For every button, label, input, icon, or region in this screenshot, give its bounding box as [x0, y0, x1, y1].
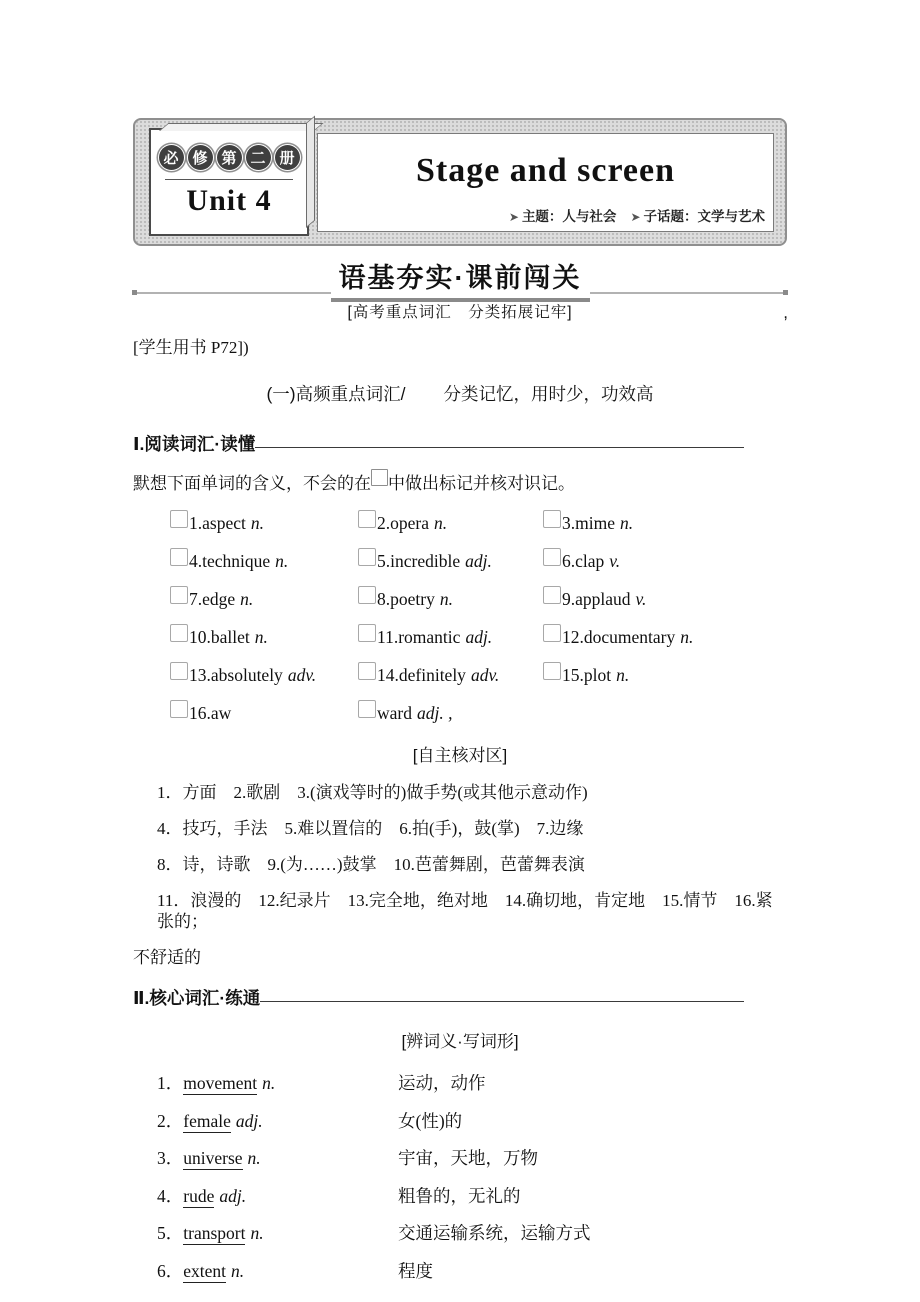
title-underline: [260, 1001, 744, 1002]
checkbox[interactable]: [170, 548, 188, 566]
word-item: [543, 624, 787, 648]
word-item: [543, 548, 787, 572]
part-of-speech: adv.: [470, 665, 500, 685]
series-char: 修: [188, 145, 213, 170]
checkbox[interactable]: [170, 662, 188, 680]
part1-heading-note: 分类记忆，用时少，功效高: [443, 384, 654, 404]
series-char: 第: [217, 145, 242, 170]
part-of-speech: n.: [275, 551, 289, 571]
word-item: [358, 586, 543, 610]
word-text: movement: [183, 1073, 258, 1093]
trailing-comma: ,: [783, 303, 789, 322]
arrow-right-icon: ➤: [630, 210, 641, 224]
word-label: 4.technique: [189, 551, 271, 571]
series-char: 必: [159, 145, 184, 170]
part-of-speech: n.: [680, 627, 694, 647]
core-word: [157, 1147, 398, 1169]
word-label: 7.edge: [189, 589, 236, 609]
instruction-line: [133, 469, 787, 494]
item-number: 3．: [157, 1148, 184, 1168]
title-underline: [255, 447, 744, 448]
part-of-speech: n.: [250, 513, 264, 533]
part-of-speech: adj.: [465, 551, 492, 571]
unit-title: Stage and screen: [415, 152, 676, 189]
checkbox[interactable]: [358, 548, 376, 566]
word-label: 5.incredible: [377, 551, 461, 571]
core-vocab-title: Ⅱ.核心词汇·练通: [133, 988, 261, 1008]
part-of-speech: adj.: [235, 1110, 263, 1131]
word-text: transport: [183, 1223, 246, 1243]
series-char: 册: [275, 145, 300, 170]
answer-line: 1．方面 2.歌剧 3.(演戏等时的)做手势(或其他示意动作): [157, 783, 588, 802]
item-number: 6．: [157, 1260, 184, 1281]
core-word: [157, 1185, 398, 1207]
word-item: [543, 662, 787, 686]
part1-heading-main: (一)高频重点词汇/: [266, 384, 406, 404]
word-label: 2.opera: [377, 513, 429, 533]
core-vocab-row: [133, 1260, 787, 1282]
part-of-speech: n.: [616, 665, 630, 685]
part-of-speech: adj.: [465, 627, 493, 647]
checkbox[interactable]: [543, 624, 561, 642]
checkbox[interactable]: [358, 700, 376, 718]
word-item: [358, 662, 543, 686]
core-vocab-row: [133, 1222, 787, 1244]
core-vocab-list: [133, 1072, 787, 1282]
word-label: 6.clap: [562, 551, 605, 571]
reading-vocab-title: Ⅰ.阅读词汇·读懂: [133, 434, 256, 454]
word-text: universe: [183, 1148, 243, 1168]
checkbox[interactable]: [543, 586, 561, 604]
instruction-after: 中做出标记并核对识记。: [388, 474, 575, 493]
word-item: [543, 586, 787, 610]
checkbox-icon: [371, 469, 388, 486]
part-of-speech: n.: [254, 627, 268, 647]
book-badge: [149, 128, 309, 236]
item-number: 2．: [157, 1110, 184, 1131]
part-of-speech: n.: [250, 1223, 264, 1243]
reading-vocab-title-row: [133, 431, 744, 456]
core-word: [157, 1222, 398, 1244]
word-item: [170, 700, 358, 724]
part-of-speech: n.: [231, 1260, 245, 1281]
word-item: [170, 510, 358, 534]
word-item: [358, 548, 543, 572]
unit-banner: [133, 118, 787, 246]
word-label: 8.poetry: [377, 589, 435, 609]
part-of-speech: v.: [635, 589, 647, 609]
answer-line: 8．诗，诗歌 9.(为……)鼓掌 10.芭蕾舞剧，芭蕾舞表演: [157, 855, 585, 874]
core-word: [157, 1260, 398, 1282]
section-subtitle: [133, 300, 787, 322]
checkbox[interactable]: [170, 510, 188, 528]
word-text: rude: [183, 1185, 215, 1206]
checkbox[interactable]: [358, 662, 376, 680]
part1-heading: [133, 381, 787, 406]
core-vocab-row: [133, 1185, 787, 1207]
part-of-speech: n.: [247, 1148, 261, 1168]
core-word: [157, 1072, 398, 1094]
word-checklist: [170, 510, 787, 724]
word-label: 14.definitely: [377, 665, 466, 685]
word-item: [358, 624, 543, 648]
part-of-speech: n.: [434, 513, 448, 533]
topic-row: [509, 205, 765, 225]
word-item: [358, 700, 543, 724]
word-label: 11.romantic: [377, 627, 461, 647]
word-meaning: 运动，动作: [398, 1073, 486, 1093]
series-label: [151, 145, 307, 170]
unit-number: Unit 4: [186, 184, 272, 217]
part-of-speech: adj. ,: [416, 703, 453, 723]
word-meaning: 粗鲁的，无礼的: [398, 1185, 521, 1206]
checkbox[interactable]: [543, 510, 561, 528]
word-meaning: 女(性)的: [398, 1110, 463, 1131]
word-item: [358, 510, 543, 534]
answer-line: 11．浪漫的 12.纪录片 13.完全地，绝对地 14.确切地，肯定地 15.情节 16.紧张的；: [157, 891, 773, 931]
word-label: 16.aw: [189, 703, 232, 723]
unit-title-card: [317, 133, 774, 232]
word-form-label: [辨词义·写词形]: [401, 1032, 519, 1051]
part-of-speech: v.: [609, 551, 621, 571]
checkbox[interactable]: [170, 700, 188, 718]
word-meaning: 程度: [398, 1260, 433, 1281]
word-label: 12.documentary: [562, 627, 676, 647]
checkbox[interactable]: [170, 624, 188, 642]
checkbox[interactable]: [170, 586, 188, 604]
book-divider: [165, 179, 293, 180]
answer-key: [133, 782, 787, 968]
item-number: 1．: [157, 1073, 184, 1093]
word-label: 9.applaud: [562, 589, 631, 609]
checkbox[interactable]: [543, 548, 561, 566]
word-item: [543, 510, 787, 534]
checkbox[interactable]: [358, 510, 376, 528]
section-head: [133, 256, 787, 297]
theme-label: 主题：人与社会: [521, 209, 617, 224]
checkbox[interactable]: [358, 624, 376, 642]
core-vocab-row: [133, 1147, 787, 1169]
word-meaning: 交通运输系统，运输方式: [398, 1223, 591, 1243]
part-of-speech: n.: [619, 513, 634, 533]
word-item: [170, 586, 358, 610]
section-title: 语基夯实·课前闯关: [331, 256, 590, 302]
word-label: 3.mime: [562, 513, 615, 533]
series-char: 二: [246, 145, 271, 170]
core-vocab-row: [133, 1110, 787, 1132]
word-label: 13.absolutely: [189, 665, 283, 685]
student-book-ref: [学生用书 P72]): [133, 338, 249, 357]
word-label: 15.plot: [562, 665, 612, 685]
checkbox[interactable]: [543, 662, 561, 680]
self-check-label: [自主核对区]: [412, 746, 508, 765]
word-item: [170, 548, 358, 572]
word-label: 10.ballet: [189, 627, 250, 647]
part-of-speech: adj.: [219, 1185, 247, 1206]
answer-line: 4．技巧，手法 5.难以置信的 6.拍(手)，鼓(掌) 7.边缘: [157, 819, 584, 838]
word-item: [170, 624, 358, 648]
word-label: ward: [377, 703, 412, 723]
arrow-right-icon: ➤: [508, 210, 519, 224]
word-item: [170, 662, 358, 686]
core-vocab-title-row: [133, 985, 744, 1010]
part-of-speech: n.: [262, 1073, 276, 1093]
part-of-speech: adv.: [287, 665, 317, 685]
section-subtitle-text: [高考重点词汇 分类拓展记牢]: [347, 304, 573, 321]
word-text: female: [183, 1110, 231, 1131]
subtopic-label: 子话题：文学与艺术: [643, 209, 765, 224]
answer-line: 不舒适的: [133, 948, 201, 967]
part-of-speech: n.: [240, 589, 254, 609]
word-text: extent: [183, 1260, 227, 1281]
core-word: [157, 1110, 398, 1132]
item-number: 4．: [157, 1185, 184, 1206]
word-meaning: 宇宙，天地，万物: [398, 1148, 538, 1168]
checkbox[interactable]: [358, 586, 376, 604]
part-of-speech: n.: [439, 589, 453, 609]
word-label: 1.aspect: [189, 513, 246, 533]
item-number: 5．: [157, 1223, 184, 1243]
core-vocab-row: [133, 1072, 787, 1094]
instruction-before: 默想下面单词的含义，不会的在: [133, 474, 371, 493]
